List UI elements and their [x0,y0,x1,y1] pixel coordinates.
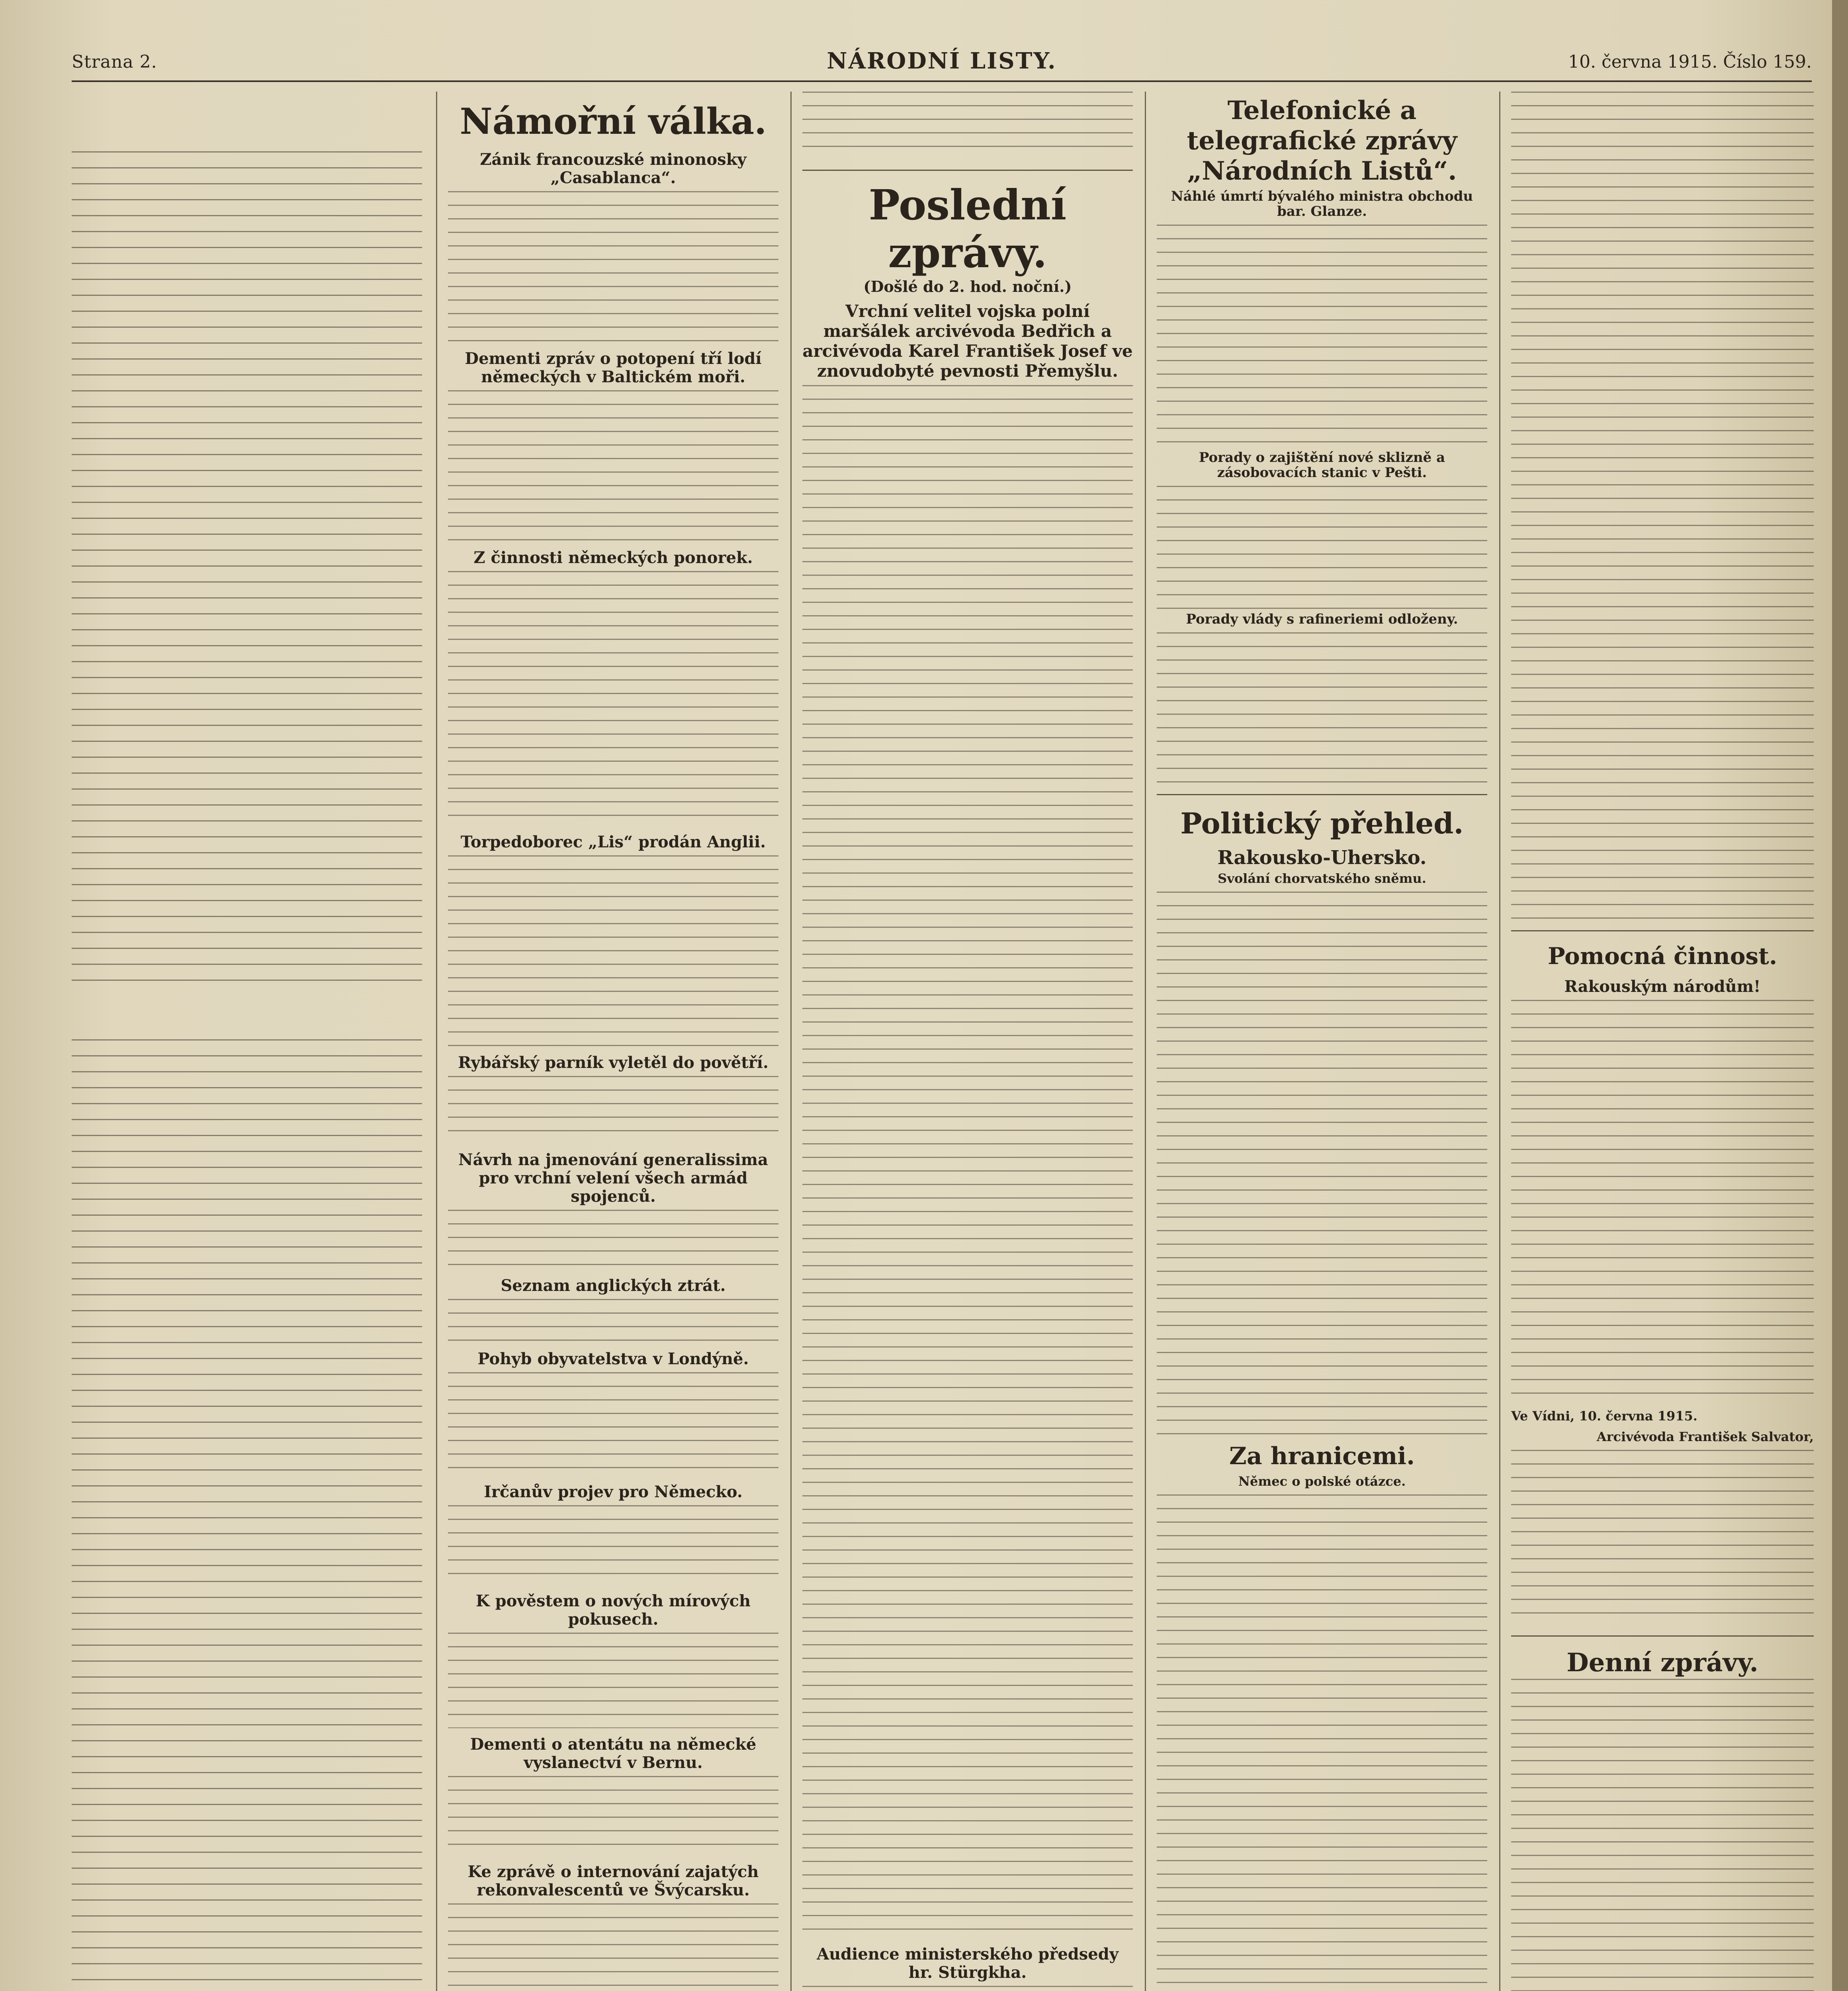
article-body [72,1039,422,1991]
article-body [448,571,778,826]
article-headline: Pohyb obyvatelstva v Londýně. [477,1349,749,1368]
page-header [72,45,1812,82]
column-2 [448,92,778,1991]
article-body [448,1776,778,1856]
article-body [448,1076,778,1144]
section-title: Telefonické a telegrafické zprávy „Národních Listů“. [1187,96,1457,186]
article-headline: Zánik francouzské minonosky „Casablanca“. [480,150,747,187]
article-headline: Němec o polské otázce. [1238,1474,1406,1489]
article-body [802,385,1133,1938]
article-body [448,1372,778,1476]
article-headline: Irčanův projev pro Německo. [484,1482,743,1501]
divider [1511,1635,1814,1637]
column-rule [1145,92,1146,1991]
column-rule [1499,92,1500,1991]
column-3 [802,92,1133,1991]
section-title: Denní zprávy. [1566,1648,1758,1678]
article-headline: Ke zprávě o internování zajatých rekonvalescentů ve Švýcarsku. [467,1862,759,1899]
article-body [72,151,422,984]
section-title: Politický přehled. [1180,806,1464,840]
section-subtitle: (Došlé do 2. hod. noční.) [863,278,1072,295]
column-rule [436,92,437,1991]
section-title: Za hranicemi. [1229,1442,1415,1470]
column-rule [790,92,792,1991]
article-body [448,390,778,542]
article-body [1157,225,1487,448]
article-body [448,1299,778,1343]
article-body [448,1505,778,1585]
article-body [1157,892,1487,1441]
article-headline: K pověstem o nových mírových pokusech. [475,1592,751,1629]
signature-name: Arcivévoda František Salvator, [1596,1429,1814,1444]
article-body [1511,1000,1814,1406]
article-headline: Dementi zpráv o potopení tří lodí německých v Baltickém moři. [465,349,762,386]
article-body [1157,632,1487,784]
page-number: Strana 2. [72,52,157,72]
article-body [448,1210,778,1269]
article-body [1511,1450,1814,1625]
article-body [802,92,1133,159]
masthead-title: NÁRODNÍ LISTY. [827,48,1057,74]
column-5 [1511,92,1814,1991]
article-headline: Rybářský parník vyletěl do povětří. [458,1053,769,1072]
article-body [448,1633,778,1728]
article-body [448,855,778,1046]
divider [802,170,1133,171]
section-title: Pomocná činnost. [1547,943,1778,970]
article-headline: Porady vlády s rafineriemi odloženy. [1186,611,1458,627]
page-edge [1832,0,1848,1991]
signature-date: Ve Vídni, 10. června 1915. [1511,1408,1697,1424]
divider [1157,794,1487,795]
article-headline: Návrh na jmenování generalissima pro vrchní velení všech armád spojenců. [458,1150,768,1206]
section-title: Námořní válka. [460,100,767,143]
article-body [1511,1679,1814,1991]
section-title: Poslední zprávy. [868,180,1067,277]
issue-date: 10. června 1915. Číslo 159. [1568,52,1812,72]
divider [1511,930,1814,931]
article-headline: Porady o zajištění nové sklizně a zásobovacích stanic v Pešti. [1199,450,1445,481]
article-body [448,1903,778,1991]
article-headline: Seznam anglických ztrát. [501,1276,726,1295]
article-headline: Dementi o atentátu na německé vyslanectví v Bernu. [470,1735,757,1772]
article-body [802,1986,1133,1991]
section-subtitle: Rakouským národům! [1564,977,1761,996]
column-4 [1157,92,1487,1991]
article-body [1511,92,1814,920]
article-headline: Torpedoborec „Lis“ prodán Anglii. [460,833,766,851]
column-1 [72,92,422,1991]
article-body [448,191,778,342]
article-headline: Audience ministerského předsedy hr. Stürgkha. [817,1945,1119,1982]
article-headline: Svolání chorvatského sněmu. [1218,871,1426,886]
article-body [1157,486,1487,609]
article-headline: Vrchní velitel vojska polní maršálek arcivévoda Bedřich a arcivévoda Karel František Josef ve znovudobyté pevnosti Přemyšlu. [802,301,1133,381]
article-body [1157,1494,1487,1991]
article-headline: Náhlé úmrtí bývalého ministra obchodu bar. Glanze. [1171,188,1473,219]
article-headline: Z činnosti německých ponorek. [473,548,753,567]
section-subtitle: Rakousko-Uhersko. [1217,847,1427,869]
